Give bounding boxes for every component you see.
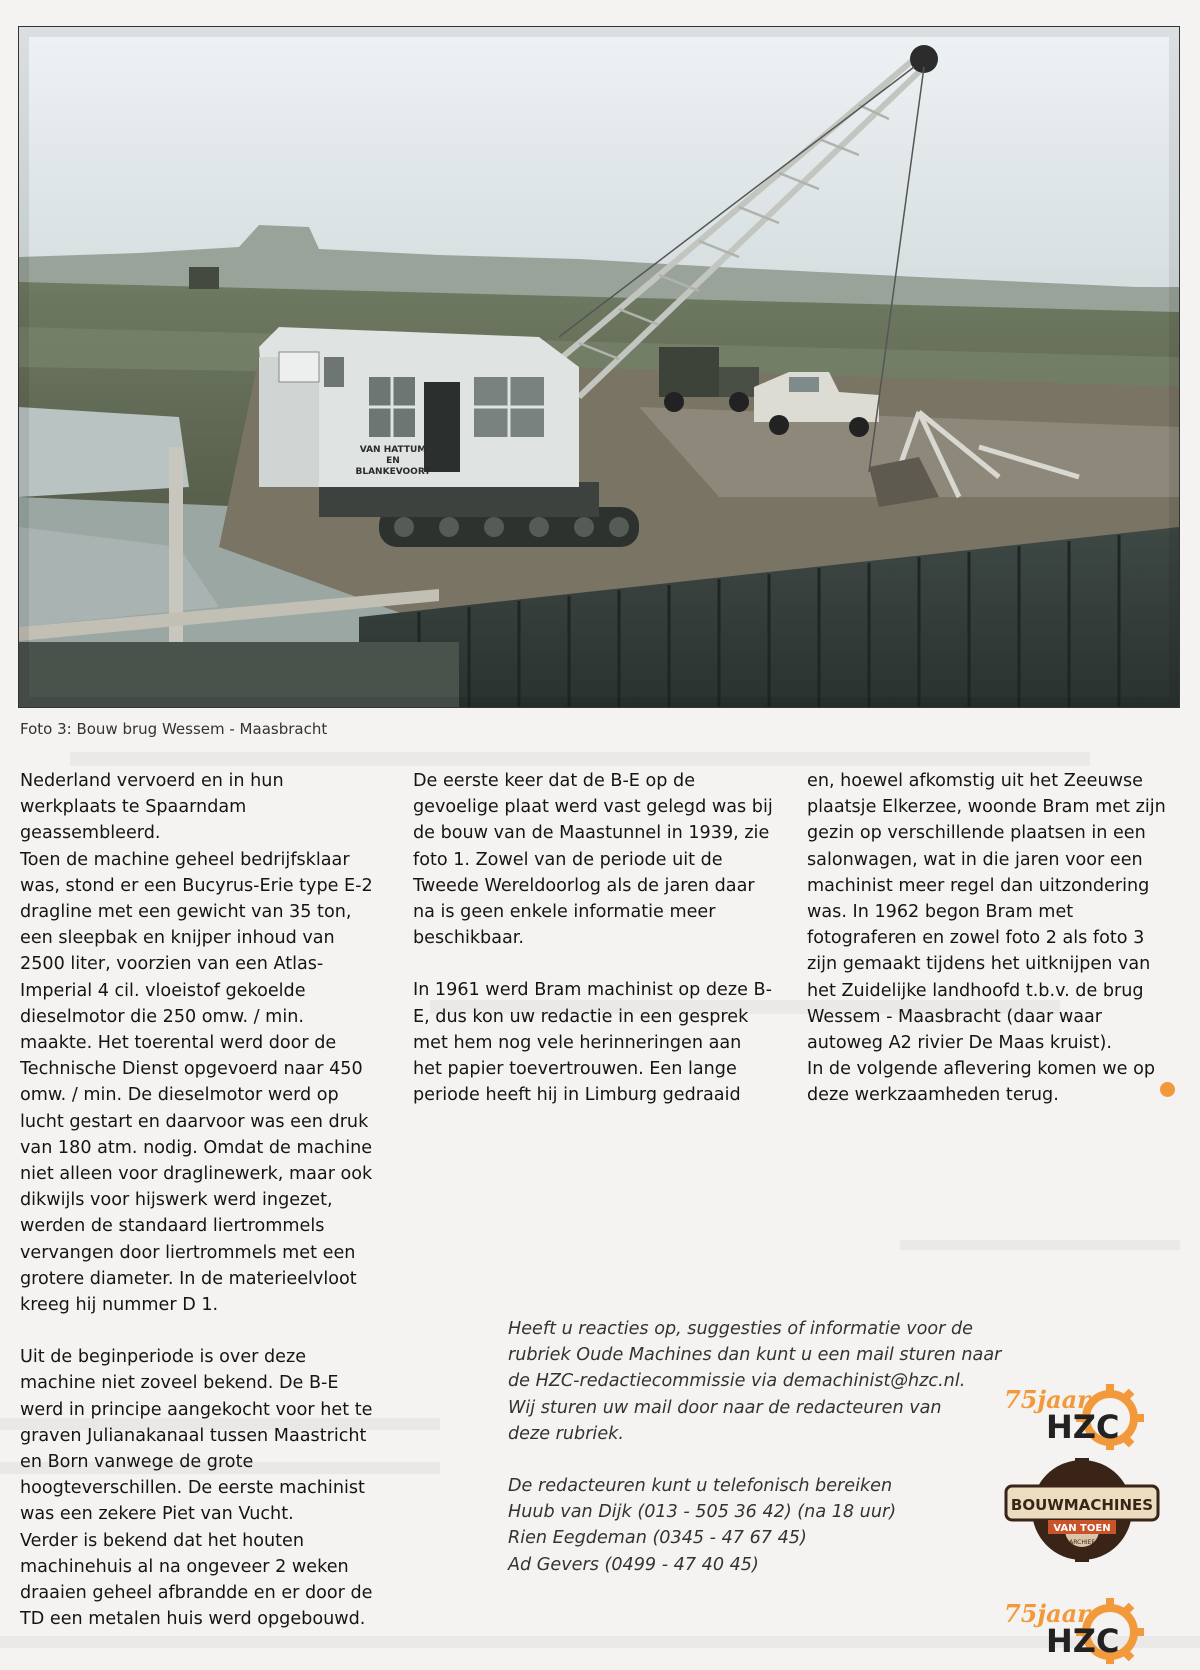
paragraph: In 1961 werd Bram machinist op deze B-E, dus kon uw redactie in een gesprek met hem nog vele herinneringen aan het papier toevertrouwen. Een lange periode heeft hij in Limburg gedraaid xyxy=(413,980,772,1106)
svg-text:75jaar: 75jaar xyxy=(1004,1599,1090,1628)
paragraph: In de volgende aflevering komen we op deze werkzaamheden terug. xyxy=(807,1059,1156,1106)
paragraph: en, hoewel afkomstig uit het Zeeuwse plaatsje Elkerzee, woonde Bram met zijn gezin op verschillende plaatsen in een salonwagen, wat in die jaren voor een machinist meer regel dan uitzondering was. In 1962 begon Bram met fotograferen en zowel foto 2 als foto 3 zijn gemaakt tijdens het uitknijpen van het Zuidelijke landhoofd t.b.v. de brug Wessem - Maasbracht (daar waar autoweg A2 rivier De Maas kruist). xyxy=(807,771,1166,1054)
article-column-2 xyxy=(413,768,773,1108)
contact-intro: Heeft u reacties op, suggesties of informatie voor de rubriek Oude Machines dan kunt u een mail sturen naar de HZC-redactiecommissie via demachinist@hzc.nl. Wij sturen uw mail door naar de redacteuren van deze rubriek. xyxy=(508,1319,1002,1444)
end-of-article-dot xyxy=(1160,1082,1175,1097)
article-column-1 xyxy=(20,768,380,1633)
hzc-75-logo xyxy=(1002,1378,1152,1450)
paragraph: Uit de beginperiode is over deze machine niet zoveel bekend. De B-E werd in principe aangekocht voor het te graven Julianakanaal tussen Maastricht en Born vanwege de grote hoogteverschillen. De eerste machinist was een zekere Piet van Vucht. xyxy=(20,1347,373,1525)
svg-text:HZC: HZC xyxy=(1046,1408,1120,1446)
cab-lettering-line-3: BLANKEVOORT xyxy=(355,467,431,477)
contact-phone: De redacteuren kunt u telefonisch bereiken Huub van Dijk (013 - 505 36 42) (na 18 uur) Rien Eegdeman (0345 - 47 67 45) Ad Gevers (0499 - 47 40 45) xyxy=(508,1476,897,1575)
svg-text:HZC: HZC xyxy=(1046,1622,1120,1660)
contact-info xyxy=(508,1316,1028,1578)
editor-ad: Ad Gevers (0499 - 47 40 45) xyxy=(508,1554,759,1575)
svg-text:ARCHIEF: ARCHIEF xyxy=(1069,1539,1095,1546)
editor-huub: Huub van Dijk (013 - 505 36 42) (na 18 uur) xyxy=(508,1502,897,1523)
svg-text:VAN TOEN: VAN TOEN xyxy=(1053,1523,1111,1534)
cab-lettering-line-1: VAN HATTUM xyxy=(359,445,427,455)
bouwmachines-van-toen-logo xyxy=(1000,1458,1164,1562)
photo-caption: Foto 3: Bouw brug Wessem - Maasbracht xyxy=(20,720,328,738)
article-column-3 xyxy=(807,768,1167,1109)
editor-rien: Rien Eegdeman (0345 - 47 67 45) xyxy=(508,1528,807,1549)
dragline-photo-illustration xyxy=(19,27,1179,707)
paragraph: Nederland vervoerd en in hun werkplaats te Spaarndam geassembleerd. xyxy=(20,771,284,844)
paragraph: Verder is bekend dat het houten machinehuis al na ongeveer 2 weken draaien geheel afbrandde en er door de TD een metalen huis werd opgebouwd. xyxy=(20,1530,373,1630)
paragraph: De eerste keer dat de B-E op de gevoelige plaat werd vast gelegd was bij de bouw van de Maastunnel in 1939, zie foto 1. Zowel van de periode uit de Tweede Wereldoorlog als de jaren daar na is geen enkele informatie meer beschikbaar. xyxy=(413,771,773,949)
cab-lettering-line-2: EN xyxy=(386,456,400,466)
contact-email-line[interactable]: de HZC-redactiecommissie via demachinist@hzc.nl. xyxy=(508,1371,966,1392)
svg-text:BOUWMACHINES: BOUWMACHINES xyxy=(1010,1496,1154,1514)
svg-text:75jaar: 75jaar xyxy=(1004,1385,1090,1414)
hzc-75-logo xyxy=(1002,1592,1152,1664)
paragraph: Toen de machine geheel bedrijfsklaar was, stond er een Bucyrus-Erie type E-2 dragline met een gewicht van 35 ton, een sleepbak en knijper inhoud van 2500 liter, voorzien van een Atlas-Imperial 4 cil. vloeistof gekoelde dieselmotor die 250 omw. / min. maakte. Het toerental werd door de Technische Dienst opgevoerd naar 450 omw. / min. De dieselmotor werd op lucht gestart en daarvoor was een druk van 180 atm. nodig. Omdat de machine niet alleen voor draglinewerk, maar ook dikwijls voor hijswerk werd ingezet, werden de standaard liertrommels vervangen door liertrommels met een grotere diameter. In de materieelvloot kreeg hij nummer D 1. xyxy=(20,849,373,1316)
photo-dragline xyxy=(18,26,1180,708)
